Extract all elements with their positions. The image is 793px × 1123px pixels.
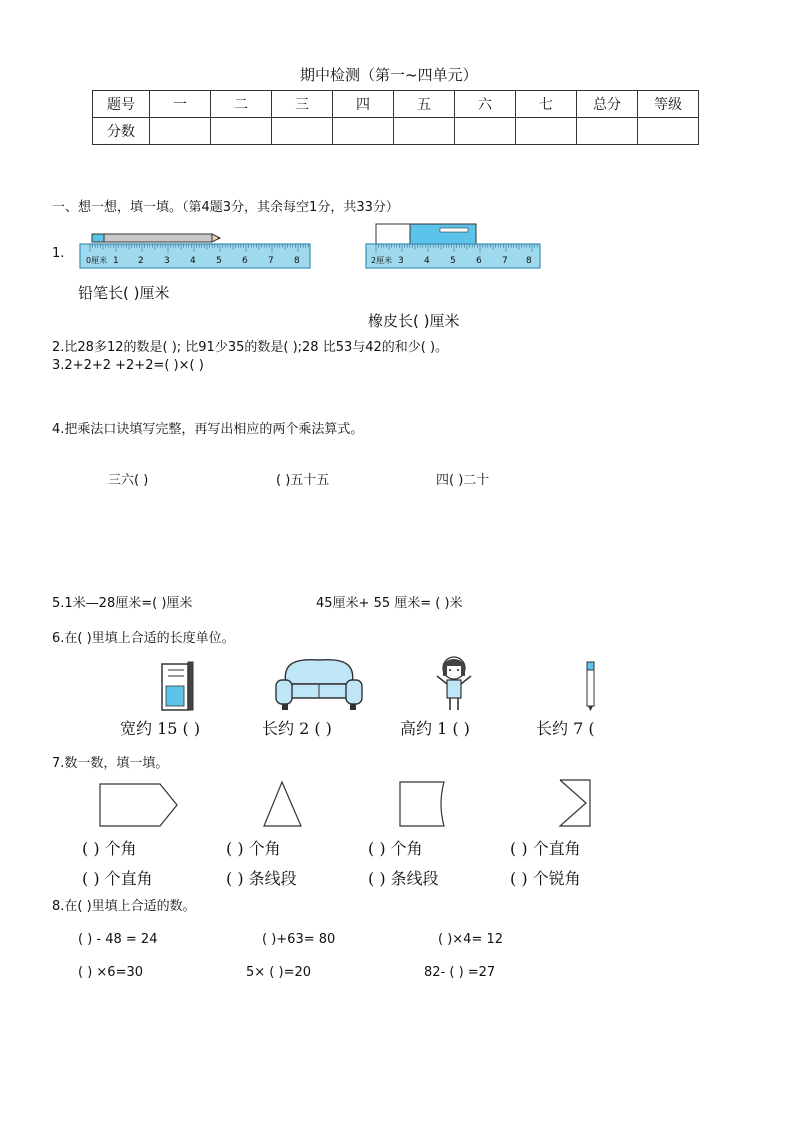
score-input-cell[interactable]: [394, 118, 455, 145]
multiplication-rhyme-2[interactable]: ( )五十五: [276, 473, 330, 488]
table-cell: 题号: [93, 91, 150, 118]
table-cell: 七: [516, 91, 577, 118]
ruler-label: 7: [502, 256, 508, 266]
multiplication-rhyme-1[interactable]: 三六( ): [108, 473, 149, 488]
ruler-label: 6: [476, 256, 482, 266]
table-cell: 四: [333, 91, 394, 118]
score-input-cell[interactable]: [272, 118, 333, 145]
ruler-label: 1: [113, 256, 119, 266]
question-3[interactable]: 3.2+2+2 +2+2=( )×( ): [52, 358, 204, 373]
angle-count-blank-2[interactable]: ( ) 个角: [226, 839, 281, 858]
pencil-ruler-illustration: [80, 228, 312, 274]
table-cell: 一: [150, 91, 211, 118]
score-table: [92, 90, 699, 145]
equation-blank[interactable]: ( ) ×6=30: [78, 965, 144, 980]
girl-height-blank[interactable]: 高约 1 ( ): [400, 719, 470, 738]
equation-blank[interactable]: ( )+63= 80: [262, 932, 336, 947]
pencil-icon: [92, 234, 220, 242]
question-2[interactable]: 2.比28多12的数是( ); 比91少35的数是( );28 比53与42的和少( )。: [52, 340, 449, 355]
girl-icon: [434, 654, 474, 714]
question-5-right[interactable]: 45厘米+ 55 厘米= ( )米: [316, 596, 463, 611]
score-input-cell[interactable]: [577, 118, 638, 145]
question-4: 4.把乘法口诀填写完整，再写出相应的两个乘法算式。: [52, 422, 364, 437]
curved-quad-shape: [398, 780, 446, 828]
score-input-cell[interactable]: [333, 118, 394, 145]
score-input-cell[interactable]: [638, 118, 699, 145]
multiplication-rhyme-3[interactable]: 四( )二十: [436, 473, 490, 488]
ruler-label: 8: [526, 256, 532, 266]
marker-pen-icon: [584, 660, 598, 712]
ruler-label: 2厘米: [371, 256, 393, 265]
ruler-label: 2: [138, 256, 144, 266]
right-angle-count-blank-1[interactable]: ( ) 个直角: [510, 839, 581, 858]
table-cell: 三: [272, 91, 333, 118]
question-6: 6.在( )里填上合适的长度单位。: [52, 631, 235, 646]
score-input-cell[interactable]: [211, 118, 272, 145]
equation-blank[interactable]: 82- ( ) =27: [424, 965, 496, 980]
pencil-length-blank[interactable]: 铅笔长( )厘米: [78, 284, 170, 302]
angle-count-blank-1[interactable]: ( ) 个角: [82, 839, 137, 858]
question-7: 7.数一数，填一填。: [52, 756, 169, 771]
ruler-label: 3: [164, 256, 170, 266]
sofa-icon: [274, 654, 364, 712]
ruler-label: 8: [294, 256, 300, 266]
table-cell: 分数: [93, 118, 150, 145]
table-cell: 六: [455, 91, 516, 118]
question-5-left[interactable]: 5.1米—28厘米=( )厘米: [52, 596, 193, 611]
ruler-label: 4: [424, 256, 430, 266]
ruler-label: 0厘米: [86, 256, 108, 265]
table-cell: 五: [394, 91, 455, 118]
segment-count-blank-1[interactable]: ( ) 条线段: [226, 869, 297, 888]
equation-blank[interactable]: ( )×4= 12: [438, 932, 504, 947]
book-width-blank[interactable]: 宽约 15 ( ): [120, 719, 201, 738]
eraser-ruler-illustration: [366, 222, 542, 272]
score-input-cell[interactable]: [150, 118, 211, 145]
question-number: 1.: [52, 246, 65, 261]
score-table-header-row: [93, 91, 699, 118]
triangle-shape: [262, 780, 304, 828]
sofa-length-blank[interactable]: 长约 2 ( ): [262, 719, 332, 738]
section-heading: 一、想一想，填一填。（第4题3分，其余每空1分，共33分）: [52, 200, 399, 215]
pentagon-shape: [98, 782, 180, 828]
table-cell: 等级: [638, 91, 699, 118]
eraser-icon: [376, 224, 476, 244]
eraser-length-blank[interactable]: 橡皮长( )厘米: [368, 312, 460, 330]
acute-angle-count-blank[interactable]: ( ) 个锐角: [510, 869, 581, 888]
ruler-label: 6: [242, 256, 248, 266]
question-8: 8.在( )里填上合适的数。: [52, 899, 196, 914]
equation-blank[interactable]: 5× ( )=20: [246, 965, 312, 980]
page-title: 期中检测（第一~四单元）: [300, 66, 478, 84]
right-angle-count-blank-2[interactable]: ( ) 个直角: [82, 869, 153, 888]
equation-blank[interactable]: ( ) - 48 = 24: [78, 932, 158, 947]
segment-count-blank-2[interactable]: ( ) 条线段: [368, 869, 439, 888]
table-cell: 二: [211, 91, 272, 118]
arrow-notch-shape: [556, 778, 592, 828]
score-table-score-row: [93, 118, 699, 145]
pen-length-blank[interactable]: 长约 7 (: [536, 719, 595, 738]
ruler-label: 7: [268, 256, 274, 266]
score-input-cell[interactable]: [455, 118, 516, 145]
book-icon: [160, 660, 196, 712]
score-input-cell[interactable]: [516, 118, 577, 145]
ruler-label: 3: [398, 256, 404, 266]
ruler-label: 5: [450, 256, 456, 266]
table-cell: 总分: [577, 91, 638, 118]
angle-count-blank-3[interactable]: ( ) 个角: [368, 839, 423, 858]
ruler-label: 5: [216, 256, 222, 266]
ruler-label: 4: [190, 256, 196, 266]
